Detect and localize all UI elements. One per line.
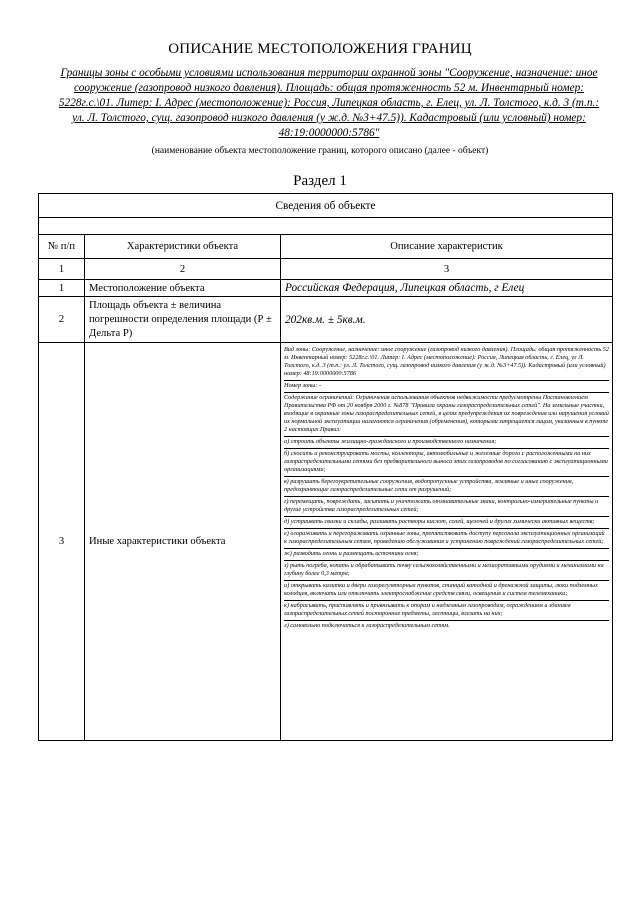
other-characteristic-item: е) огораживать и перегораживать охранные зоны, препятствовать доступу персонала эксплуатационных организаций к газораспределительным сетям, проведению обслуживания и устранению повреждений газораспределительных сетей; bbox=[284, 529, 609, 549]
other-characteristic-item: Номер зоны: - bbox=[284, 381, 609, 393]
col-number-3: 3 bbox=[281, 259, 613, 280]
row-number: 1 bbox=[39, 280, 85, 297]
row-name: Местоположение объекта bbox=[85, 280, 281, 297]
other-characteristic-item: г) перемещать, повреждать, засыпать и уничтожать опознавательные знаки, контрольно-измерительные пункты и другие устройства газораспределительных сетей; bbox=[284, 497, 609, 517]
header-description: Описание характеристик bbox=[281, 235, 613, 259]
row-name: Площадь объекта ± величина погрешности определения площади (Р ± Дельта Р) bbox=[85, 297, 281, 343]
object-caption: (наименование объекта местоположение границ, которого описано (далее - объект) bbox=[151, 146, 489, 156]
row-value: 202кв.м. ± 5кв.м. bbox=[281, 297, 613, 343]
other-characteristic-item: ж) разводить огонь и размещать источники огня; bbox=[284, 549, 609, 561]
empty-row bbox=[39, 218, 613, 235]
row-name: Иные характеристики объекта bbox=[85, 343, 281, 741]
other-characteristic-item: л) самовольно подключаться к газораспределительным сетям. bbox=[284, 622, 450, 629]
other-characteristic-item: б) сносить и реконструировать мосты, коллекторы, автомобильные и железные дороги с расположенными на них газораспределительными сетями без предварительного выноса этих газопроводов по согласованию с эксплуатационными организациями; bbox=[284, 449, 609, 477]
table-row bbox=[39, 343, 613, 741]
other-characteristic-item: з) рыть погреба, копать и обрабатывать почву сельскохозяйственными и мелиоративными орудиями и механизмами на глубину более 0,3 метра; bbox=[284, 561, 609, 581]
table-row bbox=[39, 280, 613, 297]
object-description: Границы зоны с особыми условиями использования территории охранной зоны "Сооружение, назначение: иное сооружение (газопровод низкого давления). Площадь: общая протяженность 52 м. Инвентарный номер: 5228г.с.\01. Литер: I. Адрес (местоположение): Россия, Липецкая область, г. Елец, ул. Л. Толстого, к.д. 3 (т.п.: ул. Л. Толстого, сущ. газопровод низкого давления (у ж.д. №3+47.5)). Кадастровый (или условный) номер: 48:19:0000000:5786" bbox=[58, 67, 600, 139]
other-characteristic-item: в) разрушать берегоукрепительные сооружения, водопропускные устройства, земляные и иные сооружения, предохраняющие газораспределительные сети от разрушений; bbox=[284, 477, 609, 497]
document-title: ОПИСАНИЕ МЕСТОПОЛОЖЕНИЯ ГРАНИЦ bbox=[168, 41, 472, 57]
table-row bbox=[39, 297, 613, 343]
col-number-1: 1 bbox=[39, 259, 85, 280]
header-num: № п/п bbox=[39, 235, 85, 259]
col-number-2: 2 bbox=[85, 259, 281, 280]
other-characteristic-item: Вид зоны: Сооружение, назначение: иное сооружение (газопровод низкого давления). Площадь: общая протяженность 52 м. Инвентарный номер: 5228г.с.\01. Литер: I. Адрес (местоположение): Россия, Липецкая область, г. Елец, ул Л. Толстого, к.д. 3 (т.п.: ул. Л. Толстого, сущ. газопровод низкого давления (у ж.д. №3+47.5)). Кадастровый (или условный) номер: 48:19:0000000:5786 bbox=[284, 345, 609, 381]
header-characteristic: Характеристики объекта bbox=[85, 235, 281, 259]
row-number: 2 bbox=[39, 297, 85, 343]
other-characteristic-item: к) набрасывать, приставлять и привязывать к опорам и надземным газопроводам, ограждениям и зданиям газораспределительных сетей посторонние предметы, лестницы, влезать на них; bbox=[284, 601, 609, 621]
other-characteristic-item: и) открывать калитки и двери газорегуляторных пунктов, станций катодной и дренажной защиты, люки подземных колодцев, включать или отключать электроснабжение средств связи, освещения и систем телемеханики; bbox=[284, 581, 609, 601]
row-value: Российская Федерация, Липецкая область, г Елец bbox=[281, 280, 613, 297]
row-number: 3 bbox=[39, 343, 85, 741]
other-characteristic-item: а) строить объекты жилищно-гражданского и производственного назначения; bbox=[284, 437, 609, 449]
other-characteristics-cell bbox=[281, 343, 613, 741]
table-caption: Сведения об объекте bbox=[39, 194, 613, 218]
other-characteristic-item: Содержание ограничений: Ограничения использования объектов недвижимости предусмотрены Постановлением Правительства РФ от 20 ноября 2000 г. №878 "Правила охраны газораспределительных сетей". На земельные участки, входящие в охранные зоны газораспределительных сетей, в целях предупреждения их повреждения или нарушения условий их нормальной эксплуатации налагаются ограничения (обременения), которыми запрещается лицам, указанным в пункте 2 настоящих Правил: bbox=[284, 393, 609, 437]
object-info-table bbox=[38, 193, 613, 741]
section-title: Раздел 1 bbox=[293, 173, 347, 189]
other-characteristic-item: д) устраивать свалки и склады, разливать растворы кислот, солей, щелочей и других химически активных веществ; bbox=[284, 517, 609, 529]
